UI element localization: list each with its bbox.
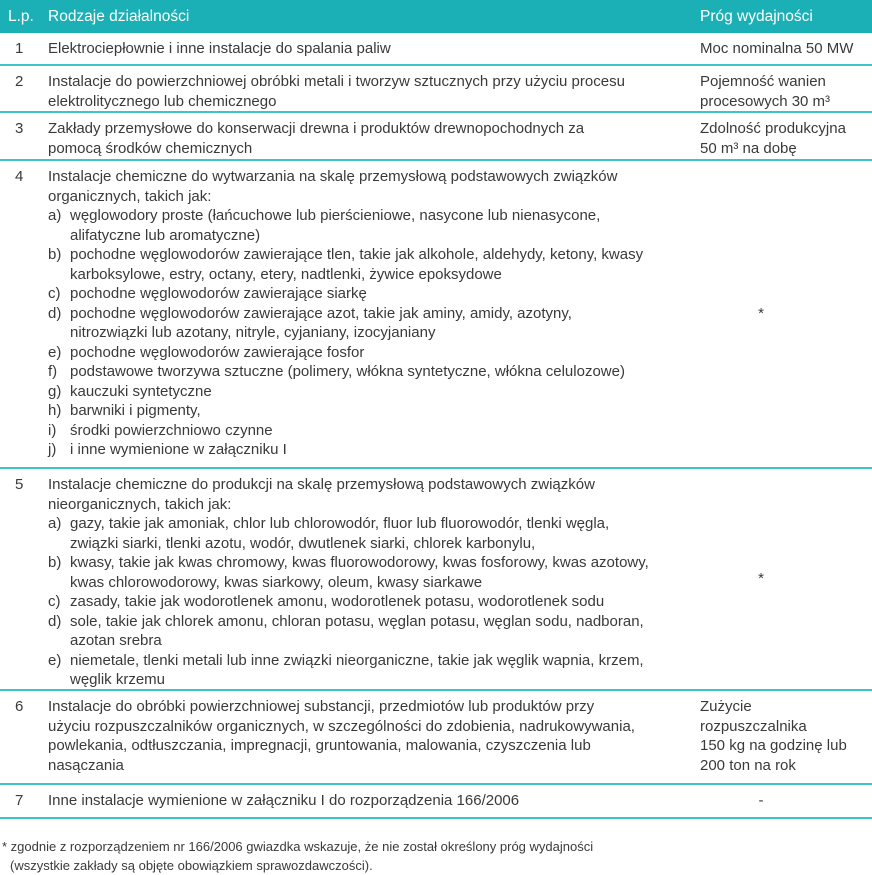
desc-line: nasączania [48,756,124,774]
desc-line: Instalacje do powierzchniowej obróbki metali i tworzyw sztucznych przy użyciu procesu [48,73,625,90]
sub-item [48,284,700,304]
sub-item-line: węglowodory proste (łańcuchowe lub pierścieniowe, nasycone lub nienasycone, [70,207,601,224]
sub-item-line: nitrozwiązki lub azotany, nitryle, cyjaniany, izocyjaniany [70,324,436,341]
row-number: 1 [15,40,24,57]
desc-line: Inne instalacje wymienione w załączniku I do rozporządzenia 166/2006 [48,792,520,809]
desc-line: Instalacje chemiczne do wytwarzania na skalę przemysłową podstawowych związków [48,168,618,185]
desc-line: Instalacje do obróbki powierzchniowej substancji, przedmiotów lub produktów przy [48,698,595,715]
sub-item-line: karboksylowe, estry, octany, etery, nadtlenki, żywice epoksydowe [70,265,502,283]
sub-item [48,401,700,421]
row-description [48,691,700,783]
sub-item-line: kwasy, takie jak kwas chromowy, kwas fluorowodorowy, kwas fosforowy, kwas azotowy, [70,554,649,571]
row-number: 4 [15,168,24,185]
threshold-line: procesowych 30 m³ [700,92,831,110]
no-threshold-asterisk: * [758,570,764,588]
sub-item [48,382,700,402]
table-row [0,113,872,161]
sub-item-label: e) [48,343,62,361]
desc-line: nieorganicznych, takich jak: [48,495,232,513]
sub-items-list [48,514,700,690]
sub-item-label: b) [48,554,62,571]
sub-item-label: h) [48,402,62,419]
row-description [48,33,700,64]
table-header [0,0,872,33]
sub-item [48,553,700,592]
no-threshold-dash: - [758,792,764,810]
sub-item-line: podstawowe tworzywa sztuczne (polimery, włókna syntetyczne, włókna celulozowe) [70,363,625,380]
sub-item-line: kauczuki syntetyczne [70,382,212,400]
sub-item [48,514,700,553]
desc-line: powlekania, odtłuszczania, impregnacji, gruntowania, malowania, czyszczenia lub [48,737,591,754]
threshold-line: 150 kg na godzinę lub [700,737,847,754]
sub-item-label: b) [48,246,62,263]
sub-item-line: alifatyczne lub aromatyczne) [70,226,261,244]
sub-item [48,421,700,441]
sub-item [48,245,700,284]
sub-item [48,362,700,382]
table-row [0,161,872,469]
row-threshold [700,469,872,689]
table-row [0,691,872,785]
sub-item-line: środki powierzchniowo czynne [70,421,273,439]
sub-item-line: zasady, takie jak wodorotlenek amonu, wodorotlenek potasu, wodorotlenek sodu [70,593,605,610]
sub-item [48,651,700,690]
desc-line: użyciu rozpuszczalników organicznych, w szczególności do zdobienia, nadrukowywania, [48,717,635,735]
header-activity-type: Rodzaje działalności [48,7,190,25]
row-number: 7 [15,792,24,809]
row-description [48,161,700,467]
sub-item [48,304,700,343]
table-row [0,785,872,819]
row-number: 5 [15,476,24,493]
sub-item [48,592,700,612]
row-threshold [700,161,872,467]
row-description [48,785,700,817]
desc-line: organicznych, takich jak: [48,187,212,205]
sub-item-label: a) [48,207,62,224]
row-threshold [700,113,872,159]
threshold-line: Moc nominalna 50 MW [700,40,854,57]
row-number: 2 [15,73,24,90]
table-row [0,33,872,66]
row-threshold [700,66,872,111]
sub-item [48,612,700,651]
sub-item-label: f) [48,363,58,380]
sub-item-label: c) [48,593,61,610]
row-threshold [700,33,872,64]
desc-line: pomocą środków chemicznych [48,139,253,157]
sub-items-list [48,206,700,460]
sub-item-line: azotan srebra [70,632,162,649]
row-description [48,113,700,159]
row-threshold [700,691,872,783]
sub-item-line: węglik krzemu [70,671,166,688]
sub-item-label: c) [48,285,61,302]
header-threshold: Próg wydajności [700,7,813,25]
threshold-line: Zużycie [700,698,752,715]
sub-item [48,343,700,363]
sub-item-line: i inne wymienione w załączniku I [70,441,287,458]
footnote [0,837,872,875]
row-description [48,66,700,111]
threshold-line: 200 ton na rok [700,756,796,774]
threshold-line: Pojemność wanien [700,73,826,90]
table-row [0,469,872,691]
row-description [48,469,700,689]
sub-item [48,206,700,245]
sub-item-line: pochodne węglowodorów zawierające azot, takie jak aminy, amidy, azotyny, [70,304,572,322]
sub-item-line: kwas chlorowodorowy, kwas siarkowy, oleum, kwasy siarkawe [70,573,483,591]
sub-item-line: pochodne węglowodorów zawierające tlen, takie jak alkohole, aldehydy, ketony, kwasy [70,246,644,263]
header-lp: L.p. [8,7,34,25]
row-threshold [700,785,872,817]
threshold-line: rozpuszczalnika [700,717,807,735]
row-number: 6 [15,698,24,715]
sub-item-line: pochodne węglowodorów zawierające siarkę [70,285,367,302]
desc-line: elektrolitycznego lub chemicznego [48,92,277,110]
sub-item-line: niemetale, tlenki metali lub inne związki nieorganiczne, takie jak węglik wapnia, krzem, [70,651,644,669]
sub-item-line: barwniki i pigmenty, [70,402,201,419]
threshold-line: Zdolność produkcyjna [700,120,846,137]
sub-item-label: j) [48,441,57,458]
footnote-line: (wszystkie zakłady są objęte obowiązkiem sprawozdawczości). [10,858,373,873]
sub-item-label: e) [48,651,62,669]
table-row [0,66,872,113]
threshold-line: 50 m³ na dobę [700,139,797,157]
sub-item-line: sole, takie jak chlorek amonu, chloran potasu, węglan potasu, węglan sodu, nadboran, [70,612,644,630]
sub-item-label: i) [48,421,57,439]
footnote-line: * zgodnie z rozporządzeniem nr 166/2006 gwiazdka wskazuje, że nie został określony próg wydajności [2,839,594,854]
sub-item-label: a) [48,515,62,532]
sub-item-line: związki siarki, tlenki azotu, wodór, dwutlenek siarki, chlorek karbonylu, [70,534,536,552]
desc-line: Instalacje chemiczne do produkcji na skalę przemysłową podstawowych związków [48,476,595,493]
row-number: 3 [15,120,24,137]
desc-line: Zakłady przemysłowe do konserwacji drewna i produktów drewnopochodnych za [48,120,585,137]
desc-line: Elektrociepłownie i inne instalacje do spalania paliw [48,40,391,57]
sub-item [48,440,700,460]
sub-item-label: d) [48,612,62,630]
sub-item-label: g) [48,382,62,400]
sub-item-line: gazy, takie jak amoniak, chlor lub chlorowodór, fluor lub fluorowodór, tlenki węgla, [70,515,610,532]
sub-item-line: pochodne węglowodorów zawierające fosfor [70,343,365,361]
no-threshold-asterisk: * [758,305,764,323]
sub-item-label: d) [48,304,62,322]
